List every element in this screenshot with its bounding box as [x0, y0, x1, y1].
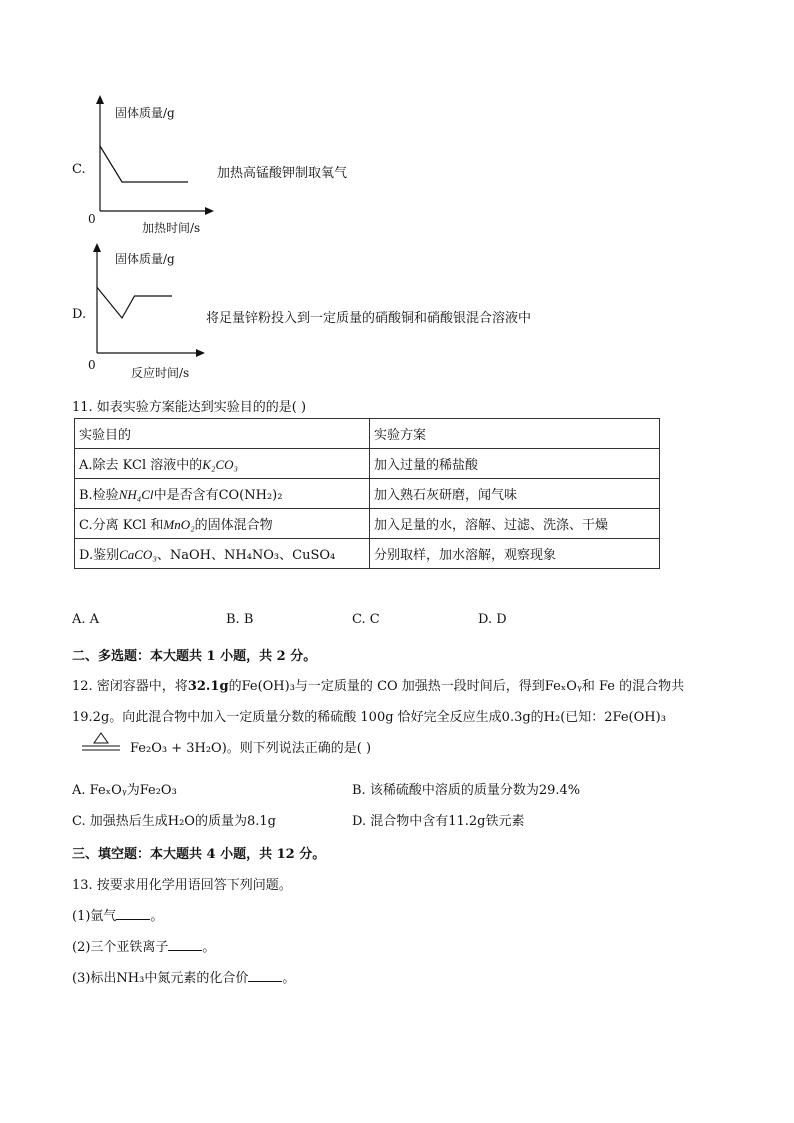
table-cell-purpose: C.分离 KCl 和MnO₂的固体混合物 — [75, 509, 370, 539]
section-3-heading: 三、填空题：本大题共 4 小题，共 12 分。 — [72, 847, 326, 862]
graph-d — [77, 243, 227, 383]
heating-condition-symbol — [80, 731, 122, 755]
graph-d-label: D. — [72, 307, 87, 322]
q13-stem: 13. 按要求用化学用语回答下列问题。 — [72, 878, 292, 893]
section-2-heading: 二、多选题：本大题共 1 小题，共 2 分。 — [72, 649, 317, 664]
table-row — [75, 509, 660, 539]
q12-line-3: Fe₂O₃ + 3H₂O)。则下列说法正确的是( ) — [130, 741, 372, 756]
q11-option-c: C. C — [352, 612, 380, 627]
q12-option-a: A. FeₓOᵧ为Fe₂O₃ — [72, 783, 177, 798]
table-row — [75, 539, 660, 569]
graph-c-ylabel: 固体质量/g — [115, 106, 175, 120]
table-cell-purpose: A.除去 KCl 溶液中的K₂CO₃ — [75, 449, 370, 479]
table-cell-plan: 加入过量的稀盐酸 — [370, 449, 660, 479]
table-cell-plan: 加入熟石灰研磨，闻气味 — [370, 479, 660, 509]
table-row — [75, 479, 660, 509]
table-cell-plan: 加入足量的水，溶解、过滤、洗涤、干燥 — [370, 509, 660, 539]
graph-d-xlabel: 反应时间/s — [131, 366, 190, 380]
q11-option-a: A. A — [72, 612, 100, 627]
graph-d-origin: 0 — [88, 358, 96, 372]
table-header-cell: 实验方案 — [370, 419, 660, 449]
q12-line-2: 19.2g。向此混合物中加入一定质量分数的稀硫酸 100g 恰好完全反应生成0.3g的H₂(已知：2Fe(OH)₃ — [72, 710, 666, 725]
graph-d-description: 将足量锌粉投入到一定质量的硝酸铜和硝酸银混合溶液中 — [206, 311, 532, 326]
graph-c-description: 加热高锰酸钾制取氧气 — [217, 166, 348, 181]
table-header-row — [75, 419, 660, 449]
graph-d-curve — [97, 287, 172, 318]
answer-blank[interactable] — [168, 938, 202, 951]
q12-option-c: C. 加强热后生成H₂O的质量为8.1g — [72, 814, 276, 829]
table-cell-purpose: B.检验NH₄Cl中是否含有CO(NH₂)₂ — [75, 479, 370, 509]
answer-blank[interactable] — [116, 907, 150, 920]
graph-c-origin: 0 — [88, 212, 96, 226]
graph-d-ylabel: 固体质量/g — [115, 252, 175, 266]
graph-c-label: C. — [72, 162, 86, 177]
q12-option-b: B. 该稀硫酸中溶质的质量分数为29.4% — [352, 783, 581, 798]
experiment-table — [74, 418, 660, 569]
q13-item-1: (1)氩气 。 — [72, 909, 164, 924]
table-row — [75, 449, 660, 479]
graph-c — [80, 95, 230, 240]
q11-option-d: D. D — [478, 612, 507, 627]
q11-stem: 11. 如表实验方案能达到实验目的的是( ) — [72, 400, 307, 415]
table-header-cell: 实验目的 — [75, 419, 370, 449]
graph-c-xlabel: 加热时间/s — [142, 221, 201, 235]
table-cell-purpose: D.鉴别CaCO₃、NaOH、NH₄NO₃、CuSO₄ — [75, 539, 370, 569]
q13-item-3: (3)标出NH₃中氮元素的化合价 。 — [72, 971, 296, 986]
q13-item-2: (2)三个亚铁离子 。 — [72, 940, 216, 955]
table-cell-plan: 分别取样，加水溶解，观察现象 — [370, 539, 660, 569]
q11-option-b: B. B — [226, 612, 254, 627]
answer-blank[interactable] — [248, 969, 282, 982]
q12-option-d: D. 混合物中含有11.2g铁元素 — [352, 814, 525, 829]
graph-c-curve — [100, 146, 188, 182]
q12-line-1: 12. 密闭容器中，将32.1g的Fe(OH)₃与一定质量的 CO 加强热一段时间后，得到FeₓOᵧ和 Fe 的混合物共 — [72, 679, 685, 694]
